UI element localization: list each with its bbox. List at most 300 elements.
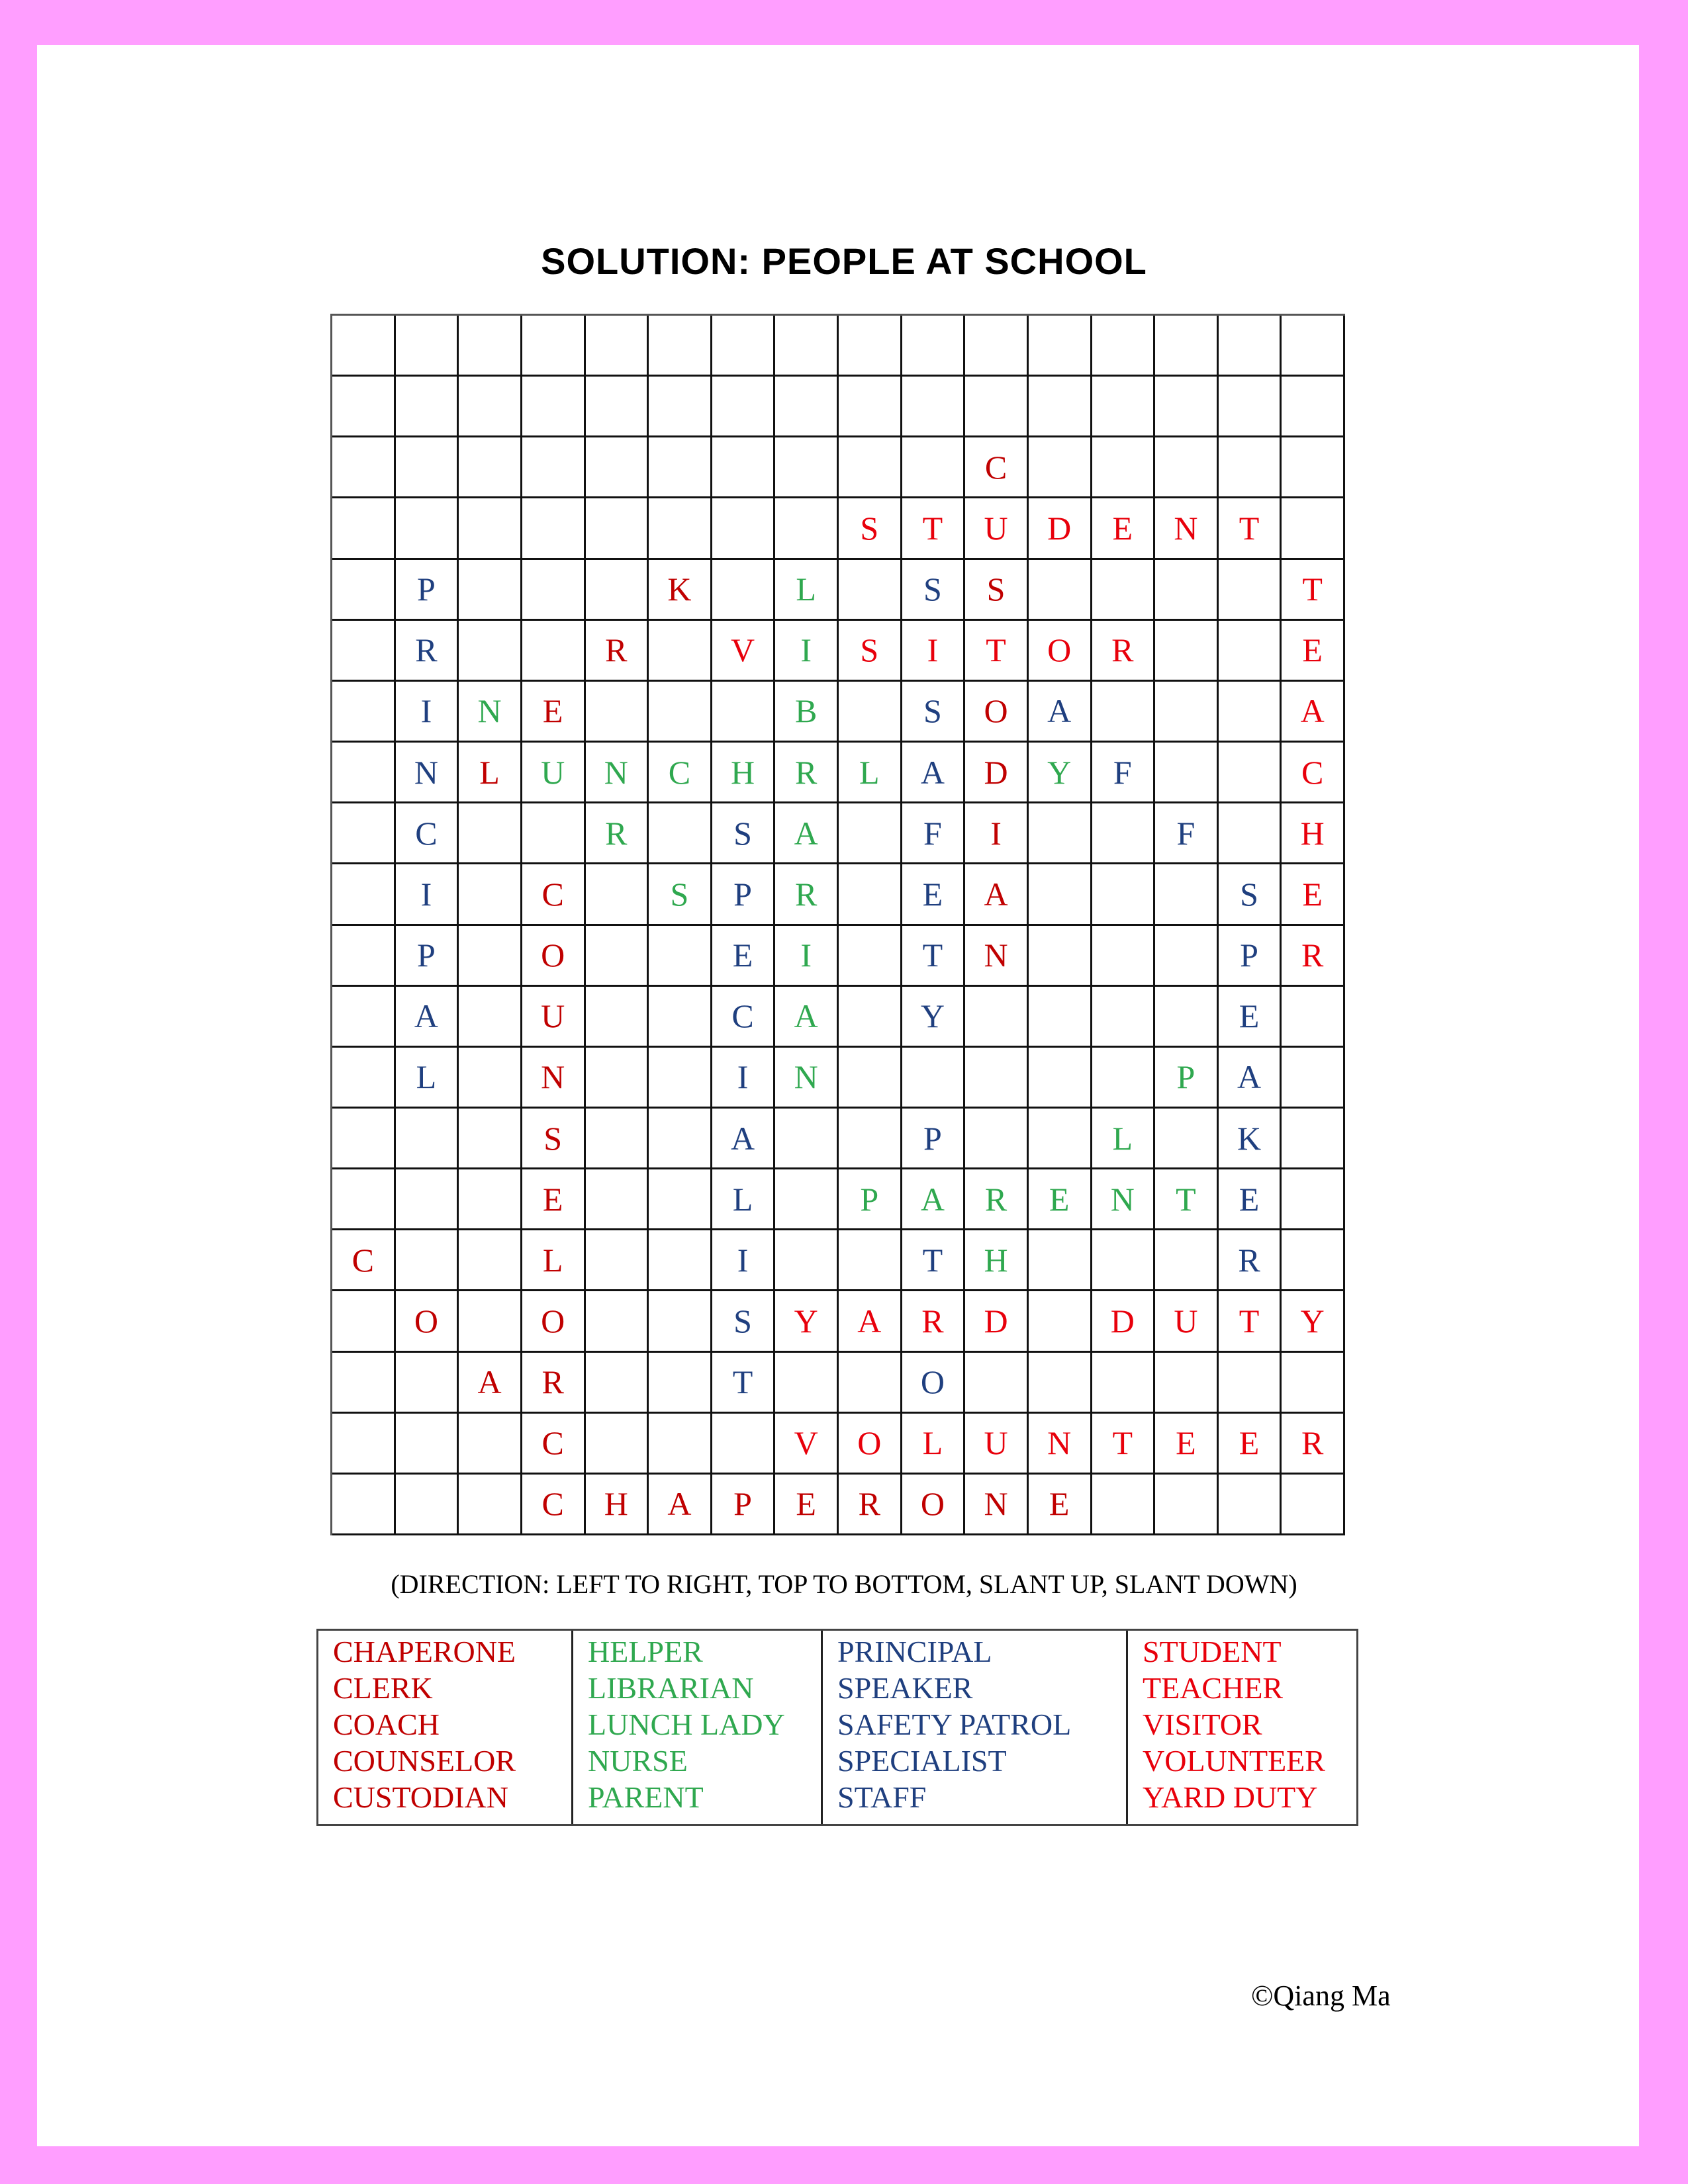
grid-cell: D <box>1092 1291 1156 1352</box>
word-list-item: PRINCIPAL <box>837 1635 992 1668</box>
grid-cell <box>1155 987 1219 1048</box>
grid-cell: U <box>965 498 1029 559</box>
word-list-item: COUNSELOR <box>333 1744 516 1778</box>
grid-cell <box>586 437 649 498</box>
grid-cell: I <box>965 803 1029 864</box>
grid-cell <box>396 1475 459 1535</box>
grid-cell <box>649 987 712 1048</box>
grid-cell <box>332 1291 396 1352</box>
grid-cell <box>459 560 522 621</box>
grid-cell <box>775 437 839 498</box>
grid-cell <box>1155 682 1219 743</box>
grid-cell <box>1155 560 1219 621</box>
grid-cell: A <box>902 743 966 803</box>
grid-cell <box>586 1048 649 1109</box>
grid-cell: R <box>522 1353 586 1414</box>
grid-cell <box>1282 987 1345 1048</box>
grid-cell: A <box>1029 682 1092 743</box>
grid-cell <box>965 1353 1029 1414</box>
grid-cell <box>459 621 522 682</box>
grid-cell: R <box>1282 926 1345 987</box>
word-list-item: VOLUNTEER <box>1143 1744 1325 1778</box>
grid-cell <box>396 1109 459 1169</box>
grid-cell <box>396 1230 459 1291</box>
grid-cell <box>586 1230 649 1291</box>
grid-cell: O <box>1029 621 1092 682</box>
grid-cell <box>965 987 1029 1048</box>
grid-cell <box>1282 1048 1345 1109</box>
grid-cell: I <box>712 1048 776 1109</box>
grid-cell: D <box>965 743 1029 803</box>
grid-cell <box>1282 437 1345 498</box>
grid-cell: F <box>1092 743 1156 803</box>
grid-cell: E <box>1219 1169 1282 1230</box>
grid-cell <box>1092 1048 1156 1109</box>
grid-cell <box>649 1414 712 1475</box>
grid-cell: S <box>839 498 902 559</box>
word-list-item: CHAPERONE <box>333 1635 516 1668</box>
grid-cell <box>1282 1169 1345 1230</box>
grid-cell <box>649 1230 712 1291</box>
grid-cell: E <box>1282 864 1345 925</box>
grid-cell <box>1282 377 1345 437</box>
word-list-item: HELPER <box>588 1635 703 1668</box>
grid-cell: U <box>1155 1291 1219 1352</box>
word-list-item: STUDENT <box>1143 1635 1282 1668</box>
grid-cell: H <box>1282 803 1345 864</box>
grid-cell: P <box>1155 1048 1219 1109</box>
grid-cell: P <box>902 1109 966 1169</box>
grid-cell: P <box>712 1475 776 1535</box>
grid-cell: R <box>775 743 839 803</box>
grid-cell: R <box>1282 1414 1345 1475</box>
grid-cell <box>839 926 902 987</box>
grid-cell <box>1155 621 1219 682</box>
grid-cell <box>712 1414 776 1475</box>
grid-cell: A <box>1219 1048 1282 1109</box>
word-list-item: CUSTODIAN <box>333 1780 508 1814</box>
grid-cell: Y <box>775 1291 839 1352</box>
grid-cell <box>1219 743 1282 803</box>
grid-cell: E <box>902 864 966 925</box>
grid-cell <box>459 498 522 559</box>
grid-cell: L <box>396 1048 459 1109</box>
grid-cell <box>459 437 522 498</box>
grid-cell: O <box>396 1291 459 1352</box>
grid-cell <box>1092 1230 1156 1291</box>
word-list-column-3 <box>821 1631 1126 1824</box>
page-title: SOLUTION: PEOPLE AT SCHOOL <box>541 240 1147 282</box>
grid-cell <box>1029 437 1092 498</box>
grid-cell: L <box>1092 1109 1156 1169</box>
grid-cell: N <box>459 682 522 743</box>
grid-cell <box>332 1109 396 1169</box>
grid-cell <box>459 316 522 377</box>
grid-cell <box>1282 1475 1345 1535</box>
grid-cell <box>649 316 712 377</box>
grid-cell <box>332 926 396 987</box>
grid-cell <box>965 1048 1029 1109</box>
grid-cell <box>775 1230 839 1291</box>
grid-cell <box>775 377 839 437</box>
word-list-item: YARD DUTY <box>1143 1780 1318 1814</box>
grid-cell: O <box>965 682 1029 743</box>
grid-cell <box>1219 621 1282 682</box>
grid-cell: S <box>965 560 1029 621</box>
grid-cell <box>839 377 902 437</box>
grid-cell <box>1029 1109 1092 1169</box>
grid-cell <box>332 1048 396 1109</box>
grid-cell: L <box>522 1230 586 1291</box>
grid-cell <box>1155 926 1219 987</box>
grid-cell: A <box>839 1291 902 1352</box>
grid-cell <box>586 316 649 377</box>
grid-cell <box>396 1353 459 1414</box>
grid-cell: S <box>712 803 776 864</box>
word-list-column-2 <box>571 1631 821 1824</box>
grid-cell <box>1092 560 1156 621</box>
grid-cell <box>1219 1475 1282 1535</box>
grid-cell: I <box>902 621 966 682</box>
grid-cell: I <box>396 682 459 743</box>
direction-note: (DIRECTION: LEFT TO RIGHT, TOP TO BOTTOM, SLANT UP, SLANT DOWN) <box>391 1569 1297 1599</box>
grid-cell <box>1092 987 1156 1048</box>
grid-cell: E <box>1219 1414 1282 1475</box>
grid-cell <box>332 560 396 621</box>
word-list-item: SAFETY PATROL <box>837 1707 1072 1741</box>
grid-cell <box>839 1109 902 1169</box>
grid-cell <box>332 377 396 437</box>
copyright-notice: ©Qiang Ma <box>1251 1979 1391 2012</box>
grid-cell: U <box>522 987 586 1048</box>
grid-cell <box>775 1169 839 1230</box>
grid-cell <box>649 498 712 559</box>
grid-cell: E <box>522 1169 586 1230</box>
grid-cell: P <box>1219 926 1282 987</box>
grid-cell <box>1155 437 1219 498</box>
grid-cell: N <box>396 743 459 803</box>
grid-cell <box>1029 864 1092 925</box>
word-list-item: COACH <box>333 1707 440 1741</box>
grid-cell <box>1029 1048 1092 1109</box>
grid-cell <box>1219 377 1282 437</box>
grid-cell: R <box>396 621 459 682</box>
grid-cell: R <box>586 803 649 864</box>
grid-cell <box>332 1169 396 1230</box>
grid-cell: N <box>1029 1414 1092 1475</box>
grid-cell <box>1029 803 1092 864</box>
word-list-item: SPEAKER <box>837 1671 973 1705</box>
grid-cell <box>775 1109 839 1169</box>
grid-cell: V <box>775 1414 839 1475</box>
grid-cell <box>586 560 649 621</box>
grid-cell <box>839 682 902 743</box>
grid-cell <box>332 864 396 925</box>
grid-cell <box>1092 803 1156 864</box>
grid-cell: P <box>712 864 776 925</box>
grid-cell <box>712 498 776 559</box>
grid-cell: O <box>902 1475 966 1535</box>
grid-cell <box>1155 1475 1219 1535</box>
grid-cell <box>459 864 522 925</box>
grid-cell: N <box>586 743 649 803</box>
grid-cell: C <box>1282 743 1345 803</box>
grid-cell <box>1092 926 1156 987</box>
grid-cell <box>396 377 459 437</box>
grid-cell: T <box>1219 1291 1282 1352</box>
grid-cell <box>586 1109 649 1169</box>
grid-cell <box>1029 316 1092 377</box>
grid-cell: E <box>1155 1414 1219 1475</box>
grid-cell: N <box>1155 498 1219 559</box>
grid-cell <box>586 1353 649 1414</box>
grid-cell <box>1155 316 1219 377</box>
grid-cell: A <box>902 1169 966 1230</box>
grid-cell <box>586 926 649 987</box>
grid-cell <box>1092 1475 1156 1535</box>
grid-cell <box>649 1048 712 1109</box>
grid-cell: I <box>712 1230 776 1291</box>
grid-cell: N <box>965 926 1029 987</box>
grid-cell <box>1029 1230 1092 1291</box>
word-list-column-1 <box>318 1631 571 1824</box>
grid-cell <box>332 803 396 864</box>
grid-cell: E <box>1029 1475 1092 1535</box>
grid-cell: L <box>775 560 839 621</box>
grid-cell: A <box>459 1353 522 1414</box>
grid-cell: P <box>396 560 459 621</box>
grid-cell <box>775 1353 839 1414</box>
grid-cell <box>1155 377 1219 437</box>
grid-cell <box>965 1109 1029 1169</box>
grid-cell: T <box>1219 498 1282 559</box>
grid-cell <box>522 377 586 437</box>
grid-cell <box>332 316 396 377</box>
word-list-item: LUNCH LADY <box>588 1707 785 1741</box>
grid-cell <box>1029 926 1092 987</box>
grid-cell <box>902 1048 966 1109</box>
grid-cell <box>1282 498 1345 559</box>
grid-cell <box>1029 560 1092 621</box>
grid-cell <box>839 560 902 621</box>
grid-cell <box>1219 682 1282 743</box>
grid-cell: E <box>712 926 776 987</box>
grid-cell: C <box>396 803 459 864</box>
grid-cell <box>586 1169 649 1230</box>
grid-cell <box>839 437 902 498</box>
grid-cell: T <box>965 621 1029 682</box>
grid-cell <box>1092 437 1156 498</box>
grid-cell <box>586 1291 649 1352</box>
grid-cell: C <box>712 987 776 1048</box>
grid-cell <box>902 437 966 498</box>
grid-cell: U <box>965 1414 1029 1475</box>
grid-cell: L <box>902 1414 966 1475</box>
grid-cell: C <box>522 1414 586 1475</box>
grid-cell: H <box>965 1230 1029 1291</box>
grid-cell: H <box>586 1475 649 1535</box>
grid-cell <box>459 1414 522 1475</box>
grid-cell <box>839 987 902 1048</box>
word-search-grid <box>330 314 1345 1535</box>
grid-cell <box>459 377 522 437</box>
grid-cell <box>332 498 396 559</box>
grid-cell: I <box>775 621 839 682</box>
grid-cell: I <box>396 864 459 925</box>
grid-cell <box>775 316 839 377</box>
grid-cell <box>649 682 712 743</box>
grid-cell <box>1155 864 1219 925</box>
grid-cell: F <box>902 803 966 864</box>
grid-cell: U <box>522 743 586 803</box>
grid-cell: A <box>775 987 839 1048</box>
grid-cell: T <box>1092 1414 1156 1475</box>
grid-cell <box>1029 377 1092 437</box>
grid-cell: A <box>712 1109 776 1169</box>
grid-cell: Y <box>1282 1291 1345 1352</box>
grid-cell <box>1155 1109 1219 1169</box>
grid-cell <box>649 621 712 682</box>
grid-cell: A <box>396 987 459 1048</box>
grid-cell <box>1092 864 1156 925</box>
grid-cell <box>332 682 396 743</box>
grid-cell <box>1029 1353 1092 1414</box>
grid-cell: E <box>1092 498 1156 559</box>
grid-cell: V <box>712 621 776 682</box>
grid-cell <box>332 621 396 682</box>
grid-cell <box>649 803 712 864</box>
grid-cell <box>1092 682 1156 743</box>
grid-cell <box>839 1048 902 1109</box>
grid-cell <box>396 1414 459 1475</box>
grid-cell <box>586 987 649 1048</box>
grid-cell <box>712 437 776 498</box>
grid-cell <box>649 1353 712 1414</box>
grid-cell: S <box>522 1109 586 1169</box>
grid-cell: R <box>1092 621 1156 682</box>
grid-cell <box>1029 987 1092 1048</box>
grid-cell <box>332 1414 396 1475</box>
grid-cell: C <box>522 1475 586 1535</box>
grid-cell: C <box>332 1230 396 1291</box>
grid-cell <box>839 803 902 864</box>
grid-cell: D <box>965 1291 1029 1352</box>
grid-cell: K <box>1219 1109 1282 1169</box>
grid-cell <box>1155 1230 1219 1291</box>
word-list-item: CLERK <box>333 1671 433 1705</box>
word-list-table <box>316 1629 1358 1826</box>
grid-cell: R <box>586 621 649 682</box>
grid-cell: B <box>775 682 839 743</box>
grid-cell: L <box>839 743 902 803</box>
grid-cell <box>712 560 776 621</box>
grid-cell <box>459 1169 522 1230</box>
grid-cell <box>522 316 586 377</box>
grid-cell <box>775 498 839 559</box>
word-list-item: PARENT <box>588 1780 704 1814</box>
grid-cell: A <box>775 803 839 864</box>
grid-cell <box>902 377 966 437</box>
grid-cell: S <box>902 682 966 743</box>
grid-cell <box>459 1048 522 1109</box>
grid-cell: O <box>839 1414 902 1475</box>
grid-cell <box>1219 1353 1282 1414</box>
grid-cell <box>1155 743 1219 803</box>
grid-cell: C <box>965 437 1029 498</box>
grid-cell: H <box>712 743 776 803</box>
grid-cell <box>839 1353 902 1414</box>
grid-cell <box>332 437 396 498</box>
grid-cell <box>586 498 649 559</box>
word-list-item: LIBRARIAN <box>588 1671 754 1705</box>
word-list-item: NURSE <box>588 1744 688 1778</box>
grid-cell <box>586 864 649 925</box>
grid-cell: P <box>839 1169 902 1230</box>
word-list-item: TEACHER <box>1143 1671 1284 1705</box>
grid-cell <box>332 987 396 1048</box>
grid-cell <box>1155 1353 1219 1414</box>
grid-cell <box>459 803 522 864</box>
grid-cell: N <box>775 1048 839 1109</box>
grid-cell: O <box>522 1291 586 1352</box>
grid-cell: T <box>1282 560 1345 621</box>
grid-cell: C <box>649 743 712 803</box>
grid-cell <box>1219 803 1282 864</box>
grid-cell <box>459 926 522 987</box>
grid-cell <box>902 316 966 377</box>
grid-cell <box>522 498 586 559</box>
grid-cell <box>396 437 459 498</box>
grid-cell <box>1219 437 1282 498</box>
grid-cell <box>459 1475 522 1535</box>
grid-cell <box>839 864 902 925</box>
grid-cell <box>649 437 712 498</box>
grid-cell: R <box>839 1475 902 1535</box>
grid-cell: I <box>775 926 839 987</box>
grid-cell <box>1092 377 1156 437</box>
grid-cell <box>1282 316 1345 377</box>
grid-cell: N <box>965 1475 1029 1535</box>
grid-cell: E <box>1282 621 1345 682</box>
grid-cell <box>586 682 649 743</box>
grid-cell <box>459 1291 522 1352</box>
grid-cell <box>459 987 522 1048</box>
grid-cell <box>459 1230 522 1291</box>
grid-cell: R <box>965 1169 1029 1230</box>
grid-cell <box>396 1169 459 1230</box>
grid-cell <box>522 803 586 864</box>
grid-cell: A <box>649 1475 712 1535</box>
grid-cell: S <box>649 864 712 925</box>
grid-cell <box>712 316 776 377</box>
word-list-item: SPECIALIST <box>837 1744 1007 1778</box>
grid-cell <box>1282 1109 1345 1169</box>
grid-cell <box>839 1230 902 1291</box>
grid-cell <box>1219 560 1282 621</box>
grid-cell: S <box>712 1291 776 1352</box>
grid-cell <box>1092 1353 1156 1414</box>
grid-cell <box>712 377 776 437</box>
grid-cell: D <box>1029 498 1092 559</box>
grid-cell: K <box>649 560 712 621</box>
grid-cell <box>396 316 459 377</box>
grid-cell <box>586 1414 649 1475</box>
grid-cell: T <box>712 1353 776 1414</box>
grid-cell: S <box>902 560 966 621</box>
grid-cell <box>522 560 586 621</box>
grid-cell <box>965 316 1029 377</box>
grid-cell: E <box>522 682 586 743</box>
